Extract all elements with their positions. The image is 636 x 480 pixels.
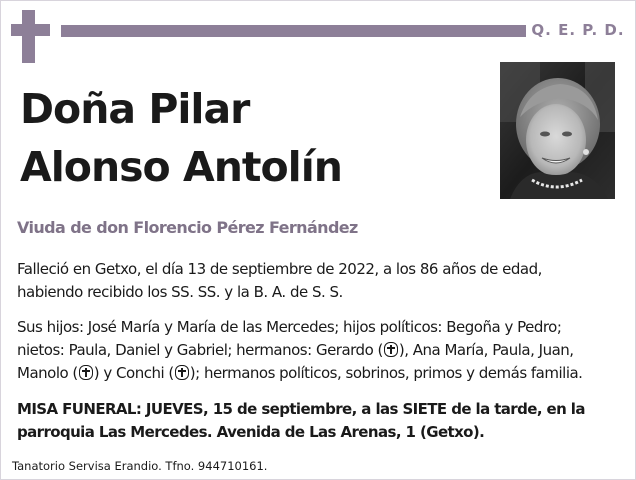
deceased-photo: [500, 62, 615, 199]
announcement-line-2: habiendo recibido los SS. SS. y la B. A. de S. S.: [17, 283, 343, 301]
deceased-cross-icon: [384, 342, 398, 357]
family-line-2-part-b: ), Ana María, Paula, Juan,: [398, 341, 574, 359]
funeral-mass-info: [17, 398, 617, 444]
family-line-3-part-b: ) y Conchi (: [93, 364, 174, 382]
portrait-image: [500, 62, 615, 199]
announcement-line-1: Falleció en Getxo, el día 13 de septiembre de 2022, a los 86 años de edad,: [17, 260, 542, 278]
family-line-2-part-a: nietos: Paula, Daniel y Gabriel; hermanos: Gerardo (: [17, 341, 383, 359]
funeral-line-1: MISA FUNERAL: JUEVES, 15 de septiembre, a las SIETE de la tarde, en la: [17, 400, 585, 418]
family-line-3-part-a: Manolo (: [17, 364, 78, 382]
deceased-name: [20, 80, 342, 196]
deceased-cross-icon: [175, 365, 189, 380]
name-line-1: Doña Pilar: [20, 85, 250, 133]
cross-icon-vertical: [22, 10, 35, 63]
funeral-line-2: parroquia Las Mercedes. Avenida de Las Arenas, 1 (Getxo).: [17, 423, 485, 441]
family-line-3: [17, 362, 617, 385]
death-announcement: [17, 258, 617, 304]
header-bar: [61, 25, 526, 37]
cross-icon-horizontal: [11, 24, 50, 36]
family-line-1: Sus hijos: José María y María de las Mercedes; hijos políticos: Begoña y Pedro;: [17, 318, 562, 336]
family-line-3-part-c: ); hermanos políticos, sobrinos, primos y demás familia.: [189, 364, 583, 382]
widow-subtitle: Viuda de don Florencio Pérez Fernández: [17, 218, 358, 237]
funeral-home-contact: Tanatorio Servisa Erandio. Tfno. 944710161.: [12, 459, 268, 473]
qepd-label: Q. E. P. D.: [531, 21, 625, 39]
family-list: [17, 316, 617, 385]
deceased-cross-icon: [79, 365, 93, 380]
name-line-2: Alonso Antolín: [20, 143, 342, 191]
family-line-2: [17, 339, 617, 362]
